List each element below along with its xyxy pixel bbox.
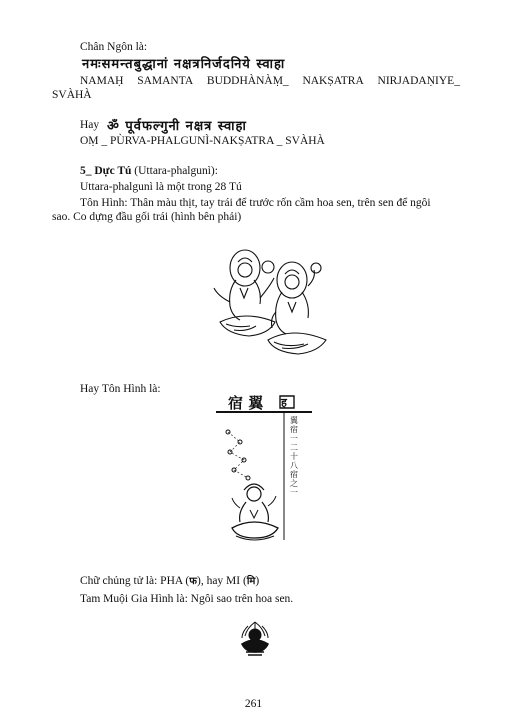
- mantra1-siddham-script: नमःसमन्तबुद्धानां नक्षत्रनिर्जदनिये स्वाहा: [82, 57, 286, 72]
- deity-pair-illustration: [200, 240, 340, 360]
- page-number: 261: [244, 698, 263, 710]
- line-chung-tu: [80, 574, 259, 589]
- pha-siddham-glyph: फ: [189, 576, 197, 587]
- chung-tu-text-3: ): [255, 575, 260, 587]
- mantra-intro: Chân Ngôn là:: [80, 41, 148, 53]
- section-title: [80, 164, 218, 178]
- line-hay-ton-hinh: Hay Tôn Hình là:: [80, 383, 161, 395]
- mantra1-word: NAKṢATRA: [302, 75, 364, 87]
- woodblock-inscription: 翼宿一二十八宿之一: [290, 416, 298, 497]
- line-tam-muoi: Tam Muội Gia Hình là: Ngôi sao trên hoa sen.: [80, 593, 294, 605]
- line-ton-hinh-2: sao. Co dựng đầu gối trái (hình bên phải): [52, 211, 242, 223]
- section-title-rest: (Uttara-phalgunì):: [131, 165, 218, 177]
- line-ton-hinh-1: Tôn Hình: Thân màu thịt, tay trái để trước rốn cầm hoa sen, trên sen để ngôi: [80, 197, 431, 209]
- chung-tu-text-1: Chữ chủng tử là: PHA (: [80, 575, 190, 587]
- mantra1-ending: SVÀHÀ: [52, 89, 92, 101]
- mantra1-word: BUDDHÀNÀṂ_: [206, 75, 289, 87]
- section-title-bold: 5_ Dực Tú: [80, 165, 132, 177]
- mantra1-word: NIRJADAṆIYE_: [377, 75, 460, 87]
- mantra2-romanized: OṂ _ PÙRVA-PHALGUNÌ-NAKṢATRA _ SVÀHÀ: [80, 135, 325, 147]
- mantra2-siddham-script: ॐ पूर्वफल्गुनी नक्षत्र स्वाहा: [107, 119, 247, 134]
- chung-tu-text-2: ), hay MI (: [196, 575, 247, 587]
- star-on-lotus-icon: [238, 618, 272, 658]
- mantra1-word: SAMANTA: [137, 75, 194, 87]
- mi-siddham-glyph: मि: [246, 576, 256, 587]
- hay-label: Hay: [80, 119, 100, 131]
- line-member: Uttara-phalgunì là một trong 28 Tú: [80, 181, 242, 193]
- woodblock-seed-syllable: ह: [281, 396, 287, 409]
- mantra1-word: NAMAḤ: [80, 75, 124, 87]
- mantra1-romanized: [80, 74, 460, 88]
- woodblock-deity-print: [214, 390, 314, 548]
- woodblock-title-chars: 宿 翼: [228, 394, 264, 412]
